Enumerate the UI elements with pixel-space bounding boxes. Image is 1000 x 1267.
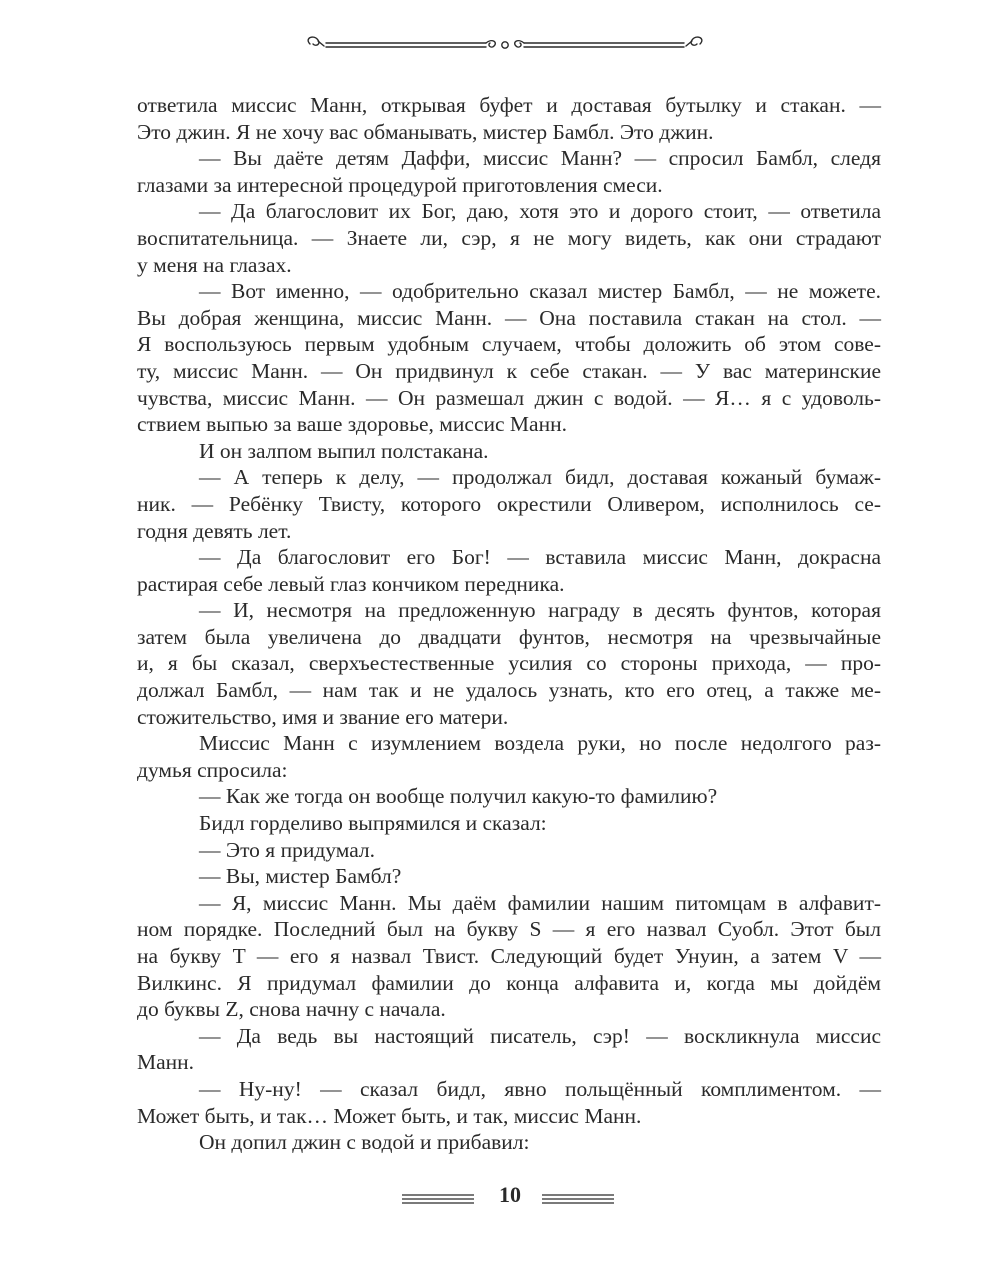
text-line: — Я, миссис Манн. Мы даём фамилии нашим питомцам в алфавит- [199,890,881,915]
body-text [137,92,881,1156]
text-line: чувства, миссис Манн. — Он размешал джин с водой. — Я… я с удоволь- [137,385,881,410]
text-line: — Вот именно, — одобрительно сказал мистер Бамбл, — не можете. [199,279,881,304]
text-line: Он допил джин с водой и прибавил: [199,1130,530,1155]
page-footer [400,1182,620,1218]
text-line: Манн. [137,1050,195,1075]
text-line: у меня на глазах. [137,252,292,277]
text-line: Вилкинс. Я придумал фамилии до конца алфавита и, когда мы дойдём [137,970,881,995]
rule-ornament-icon [402,1192,474,1206]
text-line: — А теперь к делу, — продолжал бидл, доставая кожаный бумаж- [199,465,881,490]
text-line: Это джин. Я не хочу вас обманывать, мистер Бамбл. Это джин. [137,119,714,144]
text-line: — Это я придумал. [199,837,376,862]
text-line: думья спросила: [137,757,288,782]
text-line: и, я бы сказал, сверхъестественные усилия со стороны прихода, — про- [137,651,881,676]
text-line: годня девять лет. [137,518,292,543]
text-line: ник. — Ребёнку Твисту, которого окрестили Оливером, исполнилось се- [137,491,881,516]
text-line: на букву T — его я назвал Твист. Следующий будет Унуин, а затем V — [137,944,881,968]
text-line: Миссис Манн с изумлением воздела руки, но после недолгого раз- [199,731,881,756]
text-line: глазами за интересной процедурой приготовления смеси. [137,172,663,197]
text-line: ном порядке. Последний был на букву S — я его назвал Суобл. Этот был [137,917,881,942]
text-line: должал Бамбл, — нам так и не удалось узнать, кто его отец, а также ме- [137,678,881,703]
text-line: воспитательница. — Знаете ли, сэр, я не могу видеть, как они страдают [137,225,881,250]
flourish-divider-icon [300,32,710,56]
text-line: Бидл горделиво выпрямился и сказал: [199,811,547,836]
text-line: растирая себе левый глаз кончиком передника. [137,571,565,596]
text-line: ствием выпью за ваше здоровье, миссис Манн. [137,412,567,437]
page-number: 10 [499,1182,521,1207]
text-line: И он залпом выпил полстакана. [199,438,489,463]
rule-ornament-icon [542,1192,614,1206]
text-line: ответила миссис Манн, открывая буфет и доставая бутылку и стакан. — [137,93,881,117]
text-line: стожительство, имя и звание его матери. [137,704,509,729]
text-line: затем была увеличена до двадцати фунтов, несмотря на чрезвычайные [137,624,881,649]
text-line: — Вы даёте детям Даффи, миссис Манн? — спросил Бамбл, следя [199,146,881,171]
text-line: — Ну-ну! — сказал бидл, явно польщённый комплиментом. — [199,1076,881,1101]
text-line: Может быть, и так… Может быть, и так, миссис Манн. [137,1103,642,1128]
text-line: Вы добрая женщина, миссис Манн. — Она поставила стакан на стол. — [137,305,881,330]
text-line: до буквы Z, снова начну с начала. [137,997,446,1022]
text-line: Я воспользуюсь первым удобным случаем, чтобы доложить об этом сове- [137,332,881,357]
text-line: — Вы, мистер Бамбл? [199,864,402,889]
text-line: ту, миссис Манн. — Он придвинул к себе стакан. — У вас материнские [137,358,881,383]
text-line: — Да ведь вы настоящий писатель, сэр! — воскликнула миссис [199,1023,881,1048]
text-line: — И, несмотря на предложенную награду в десять фунтов, которая [199,598,881,623]
text-line: — Да благословит его Бог! — вставила миссис Манн, докрасна [199,545,881,570]
text-line: — Как же тогда он вообще получил какую-то фамилию? [199,784,718,809]
text-line: — Да благословит их Бог, даю, хотя это и дорого стоит, — ответила [199,199,881,224]
